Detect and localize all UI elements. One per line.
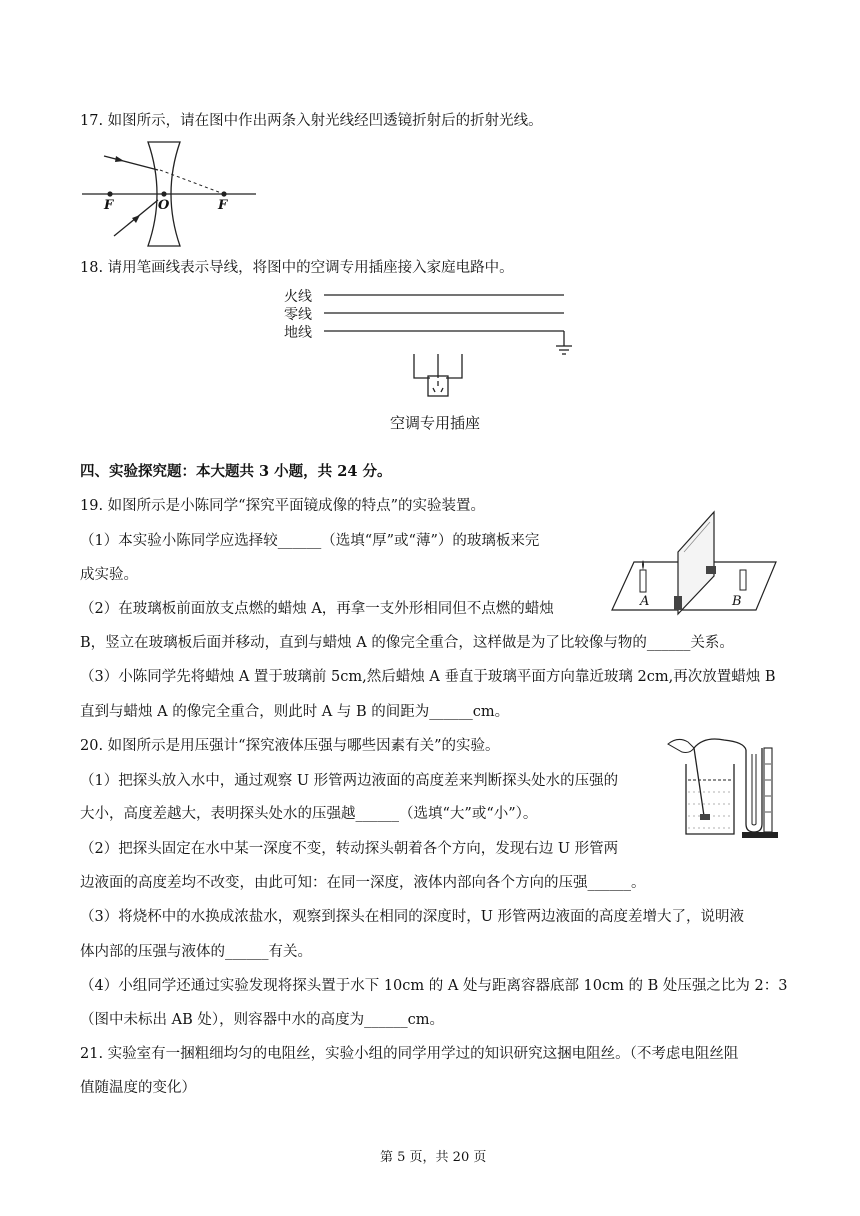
socket-caption: 空调专用插座	[390, 414, 481, 432]
q19-line-1: 19. 如图所示是小陈同学“探究平面镜成像的特点”的实验装置。	[80, 498, 485, 514]
live-wire-label: 火线	[284, 289, 312, 305]
candle-b-label: B	[732, 594, 742, 609]
pressure-gauge-figure	[664, 734, 784, 842]
section-title: 四、实验探究题：本大题共 3 小题，共 24 分。	[80, 463, 392, 480]
focus-left-label: F	[104, 198, 114, 213]
candle-a-label: A	[640, 594, 650, 609]
q18-text: 18. 请用笔画线表示导线，将图中的空调专用插座接入家庭电路中。	[80, 260, 514, 276]
optical-center-label: O	[158, 198, 170, 213]
q20-line-3: 大小，高度差越大，表明探头处水的压强越______（选填“大”或“小”）。	[80, 806, 538, 822]
q20-line-5: 边液面的高度差均不改变，由此可知：在同一深度，液体内部向各个方向的压强______。	[80, 875, 646, 891]
neutral-wire-label: 零线	[284, 307, 312, 323]
socket-circuit-figure	[282, 284, 582, 434]
ground-wire-label: 地线	[284, 325, 312, 341]
q20-line-2: （1）把探头放入水中，通过观察 U 形管两边液面的高度差来判断探头处水的压强的	[80, 773, 619, 789]
q20-line-8: （4）小组同学还通过实验发现将探头置于水下 10cm 的 A 处与距离容器底部 10cm 的 B 处压强之比为 2：3	[80, 978, 788, 994]
q19-line-7: 直到与蜡烛 A 的像完全重合，则此时 A 与 B 的间距为______cm。	[80, 704, 510, 720]
q21-line-2: 值随温度的变化）	[80, 1080, 196, 1096]
q19-line-3: 成实验。	[80, 567, 138, 583]
concave-lens-figure	[78, 138, 258, 250]
q19-line-5: B，竖立在玻璃板后面并移动，直到与蜡烛 A 的像完全重合，这样做是为了比较像与物的______关系。	[80, 635, 734, 651]
q19-line-2: （1）本实验小陈同学应选择较______（选填“厚”或“薄”）的玻璃板来完	[80, 533, 540, 549]
q20-line-9: （图中未标出 AB 处），则容器中水的高度为______cm。	[80, 1012, 444, 1028]
q19-line-6: （3）小陈同学先将蜡烛 A 置于玻璃前 5cm,然后蜡烛 A 垂直于玻璃平面方向靠近玻璃 2cm,再次放置蜡烛 B	[80, 669, 776, 685]
q20-line-6: （3）将烧杯中的水换成浓盐水，观察到探头在相同的深度时，U 形管两边液面的高度差增大了，说明液	[80, 909, 745, 925]
q17-text: 17. 如图所示，请在图中作出两条入射光线经凹透镜折射后的折射光线。	[80, 113, 543, 129]
q21-line-1: 21. 实验室有一捆粗细均匀的电阻丝，实验小组的同学用学过的知识研究这捆电阻丝。（不考虑电阻丝阻	[80, 1046, 739, 1062]
q20-line-4: （2）把探头固定在水中某一深度不变，转动探头朝着各个方向，发现右边 U 形管两	[80, 841, 619, 857]
q20-line-1: 20. 如图所示是用压强计“探究液体压强与哪些因素有关”的实验。	[80, 738, 500, 754]
plane-mirror-figure	[606, 508, 781, 618]
focus-right-label: F	[218, 198, 228, 213]
page-footer: 第 5 页，共 20 页	[380, 1150, 487, 1165]
q19-line-4: （2）在玻璃板前面放支点燃的蜡烛 A，再拿一支外形相同但不点燃的蜡烛	[80, 601, 554, 617]
q20-line-7: 体内部的压强与液体的______有关。	[80, 944, 312, 960]
